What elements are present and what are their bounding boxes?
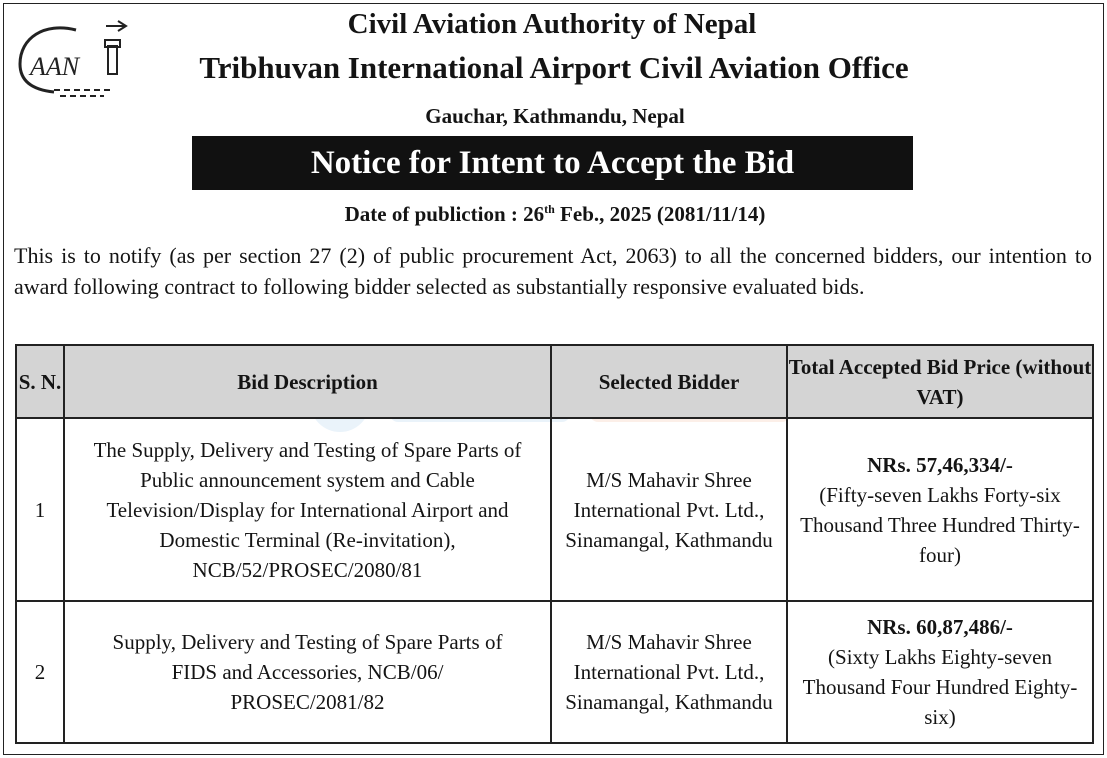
publication-date xyxy=(260,202,850,227)
row-sn: 2 xyxy=(16,601,64,743)
date-suffix: th xyxy=(544,202,555,216)
office-address: Gauchar, Kathmandu, Nepal xyxy=(425,104,685,128)
table-row xyxy=(16,601,1093,743)
svg-text:AAN: AAN xyxy=(30,52,80,81)
bids-table xyxy=(15,344,1094,744)
table-header-row xyxy=(16,345,1093,418)
header-price: Total Accepted Bid Price (without VAT) xyxy=(787,345,1093,418)
row-bidder: M/S Mahavir Shree International Pvt. Ltd., Sinamangal, Kathmandu xyxy=(551,601,787,743)
table-row xyxy=(16,418,1093,601)
row-description: Supply, Delivery and Testing of Spare Parts of FIDS and Accessories, NCB/06/ PROSEC/2081/82 xyxy=(64,601,551,743)
notice-title: Notice for Intent to Accept the Bid xyxy=(192,136,913,190)
row-price: NRs. 60,87,486/- xyxy=(867,615,1013,639)
row-price: NRs. 57,46,334/- xyxy=(867,452,1013,477)
office-name: Tribhuvan International Airport Civil Aviation Office xyxy=(199,50,909,85)
row-sn: 1 xyxy=(16,418,64,601)
caan-logo-icon xyxy=(14,12,132,102)
publication-date-label: Date of publiction : 26 xyxy=(344,202,545,226)
row-description: The Supply, Delivery and Testing of Spare Parts of Public announcement system and Cable Television/Display for International Airport and Domestic Terminal (Re-invitation), NCB/52/PROSEC/2080/81 xyxy=(64,418,551,601)
header-bidder: Selected Bidder xyxy=(551,345,787,418)
row-price-words: (Fifty-seven Lakhs Forty-six Thousand Three Hundred Thirty-four) xyxy=(800,482,1080,567)
row-price-cell xyxy=(787,418,1093,601)
org-name: Civil Aviation Authority of Nepal xyxy=(347,8,757,40)
publication-date-rest: Feb., 2025 (2081/11/14) xyxy=(554,202,766,226)
row-price-cell xyxy=(787,601,1093,743)
row-bidder: M/S Mahavir Shree International Pvt. Ltd., Sinamangal, Kathmandu xyxy=(551,418,787,601)
header-description: Bid Description xyxy=(64,345,551,418)
notice-intro: This is to notify (as per section 27 (2) of public procurement Act, 2063) to all the concerned bidders, our intention to award following contract to following bidder selected as substantially responsive evaluated bids. xyxy=(14,243,1092,299)
header-sn: S. N. xyxy=(16,345,64,418)
row-price-words: (Sixty Lakhs Eighty-seven Thousand Four Hundred Eighty-six) xyxy=(802,645,1078,729)
